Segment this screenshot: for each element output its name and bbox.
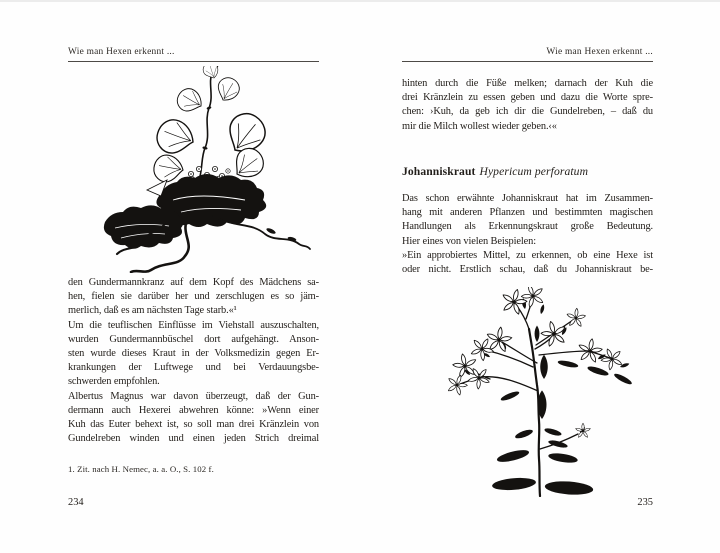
running-head-text: Wie man Hexen erkennt ...: [546, 47, 653, 57]
heading-latin-name: Hypericum perforatum: [479, 165, 589, 178]
footnote: 1. Zit. nach H. Nemec, a. a. O., S. 102 f.: [68, 464, 214, 474]
text-line: schwerden empfohlen.: [68, 376, 160, 388]
text-line: merlich, daß es am nächsten Tage starb.«¹: [68, 305, 237, 317]
text-line: sten wurde dieses Kraut in der Volksmedizin gegen Er-: [68, 348, 319, 360]
text-line: Das schon erwähnte Johanniskraut hat im Zusammen-: [402, 193, 653, 204]
text-line: oder nicht. Erstlich schau, daß du Johanniskraut be-: [402, 264, 653, 276]
right-paragraph-2: [402, 192, 653, 277]
running-head-text: Wie man Hexen erkennt ...: [68, 47, 175, 57]
text-line: dermann auch Hexerei abwehren könne: »Wenn einer: [68, 404, 319, 416]
text-line: mir die Milch wollest wieder geben.‹«: [402, 120, 557, 132]
text-line: »Ein approbiertes Mittel, zu erkennen, ob eine Hexe ist: [402, 249, 653, 261]
running-head-left: [68, 47, 319, 62]
page-number-left: 234: [68, 497, 84, 508]
text-line: Kuh das Euter behext ist, so soll man drei Kränzlein von: [68, 419, 319, 431]
text-line: Handlungen als Erkennungskraut große Bedeutung.: [402, 221, 653, 233]
text-line: chen: ›Kuh, da geb ich dir die Gundelreben, – daß du: [402, 106, 653, 118]
page-number-right: 235: [637, 497, 653, 508]
text-line: hang mit anderen Pflanzen und bestimmten magischen: [402, 207, 653, 219]
text-line: hen, fielen sie darüber her und zerschlugen es so jäm-: [68, 291, 319, 303]
right-paragraph-1: [402, 77, 653, 134]
page-right: [402, 0, 653, 553]
text-line: Hier eines von vielen Beispielen:: [402, 235, 536, 247]
text-line: drei Kränzlein zu essen geben und dazu die Worte spre-: [402, 92, 653, 104]
page-left: [68, 0, 319, 553]
text-line: Um die teuflischen Einflüsse im Viehstall auszuschalten,: [68, 319, 319, 331]
text-line: Gundelreben winden und einen jeden Strich dreimal: [68, 433, 319, 445]
text-line: krankungen der Luftwege und bei Verdauungsbe-: [68, 362, 319, 374]
text-line: den Gundermannkranz auf dem Kopf des Mädchens sa-: [68, 277, 319, 288]
text-line: Albertus Magnus war davon überzeugt, daß der Gun-: [68, 390, 319, 402]
section-heading: [402, 165, 653, 178]
running-head-right: [402, 47, 653, 62]
heading-plant-name: Johanniskraut: [402, 165, 476, 178]
text-line: wurden Gundermannbüschel dort aufgehängt. Anson-: [68, 333, 319, 345]
johanniskraut-illustration: [440, 287, 660, 497]
left-body-text: [68, 276, 319, 446]
text-line: hinten durch die Füße melken; darnach der Kuh die: [402, 78, 653, 89]
gundermann-illustration: [95, 66, 315, 273]
